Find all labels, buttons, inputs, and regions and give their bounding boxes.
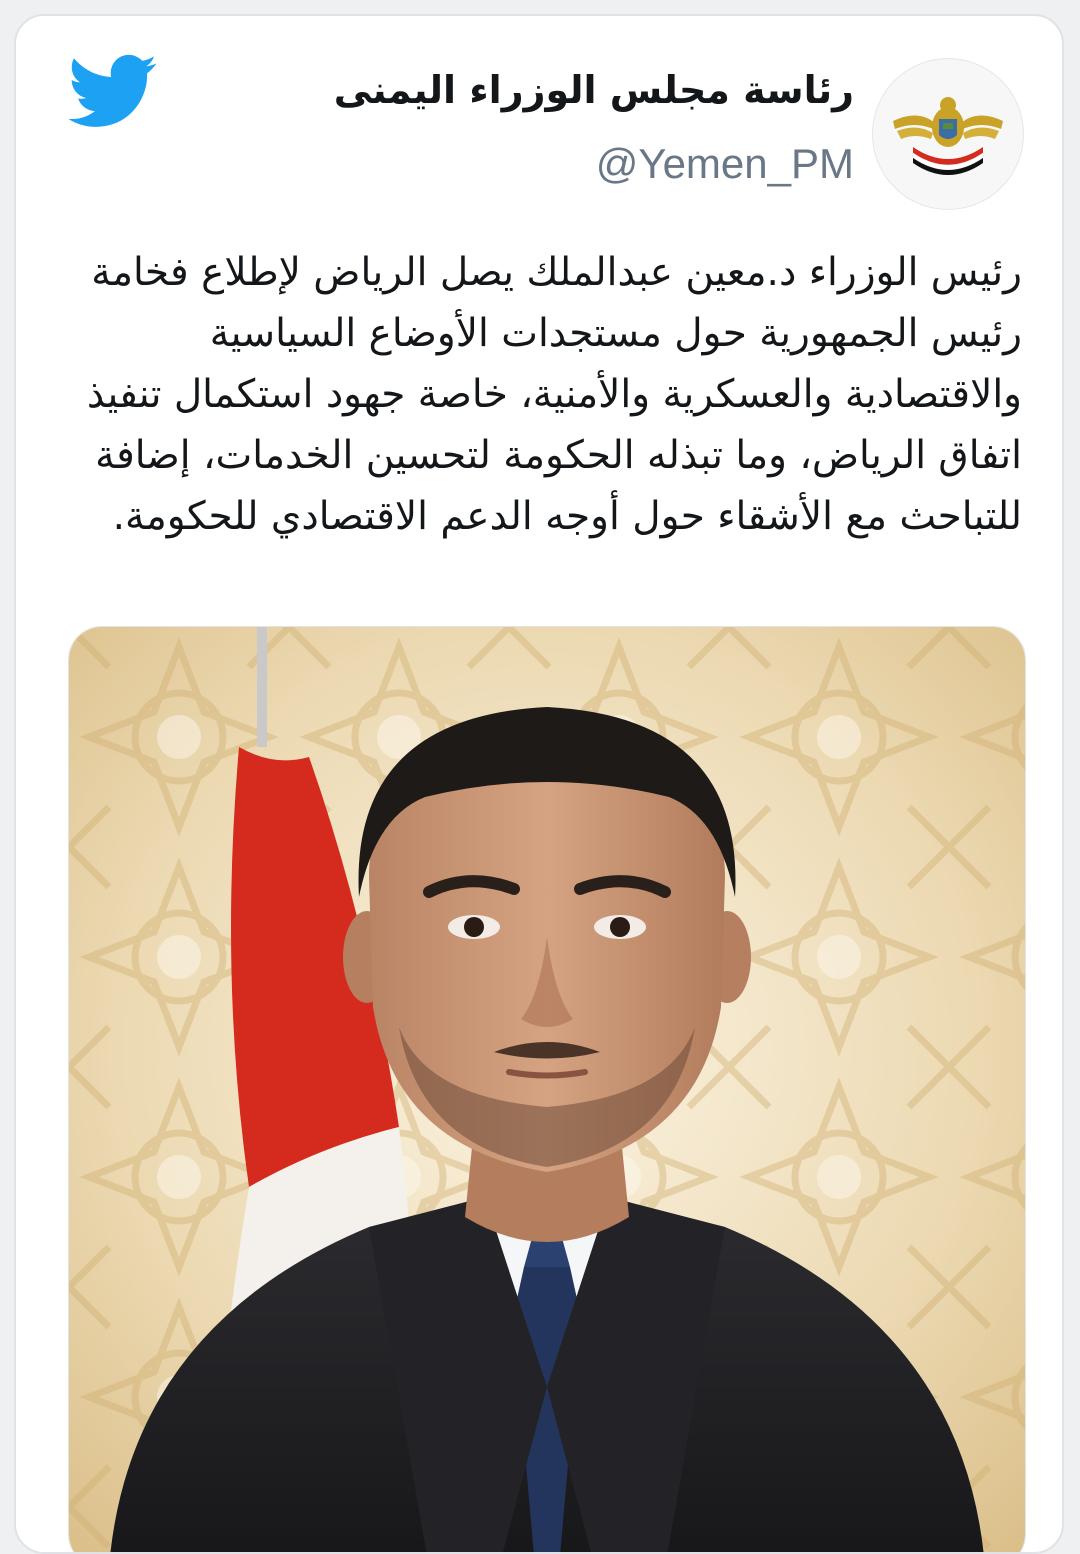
yemen-emblem-avatar[interactable]	[872, 58, 1024, 210]
account-handle[interactable]: @Yemen_PM	[595, 140, 854, 187]
tweet-text: رئيس الوزراء د.معين عبدالملك يصل الرياض لإطلاع فخامة رئيس الجمهورية حول مستجدات الأوضاع السياسية والاقتصادية والعسكرية والأمنية، خاصة جهود استكمال تنفيذ اتفاق الرياض، وما تبذله الحكومة لتحسين الخدمات، إضافة للتباحث مع الأشقاء حول أوجه الدعم الاقتصادي للحكومة.	[86, 250, 1022, 539]
twitter-bird-icon	[68, 54, 158, 130]
account-name[interactable]: رئاسة مجلس الوزراء اليمنى	[333, 68, 854, 112]
tweet-photo[interactable]	[68, 626, 1026, 1554]
tweet-card[interactable]	[14, 14, 1064, 1554]
